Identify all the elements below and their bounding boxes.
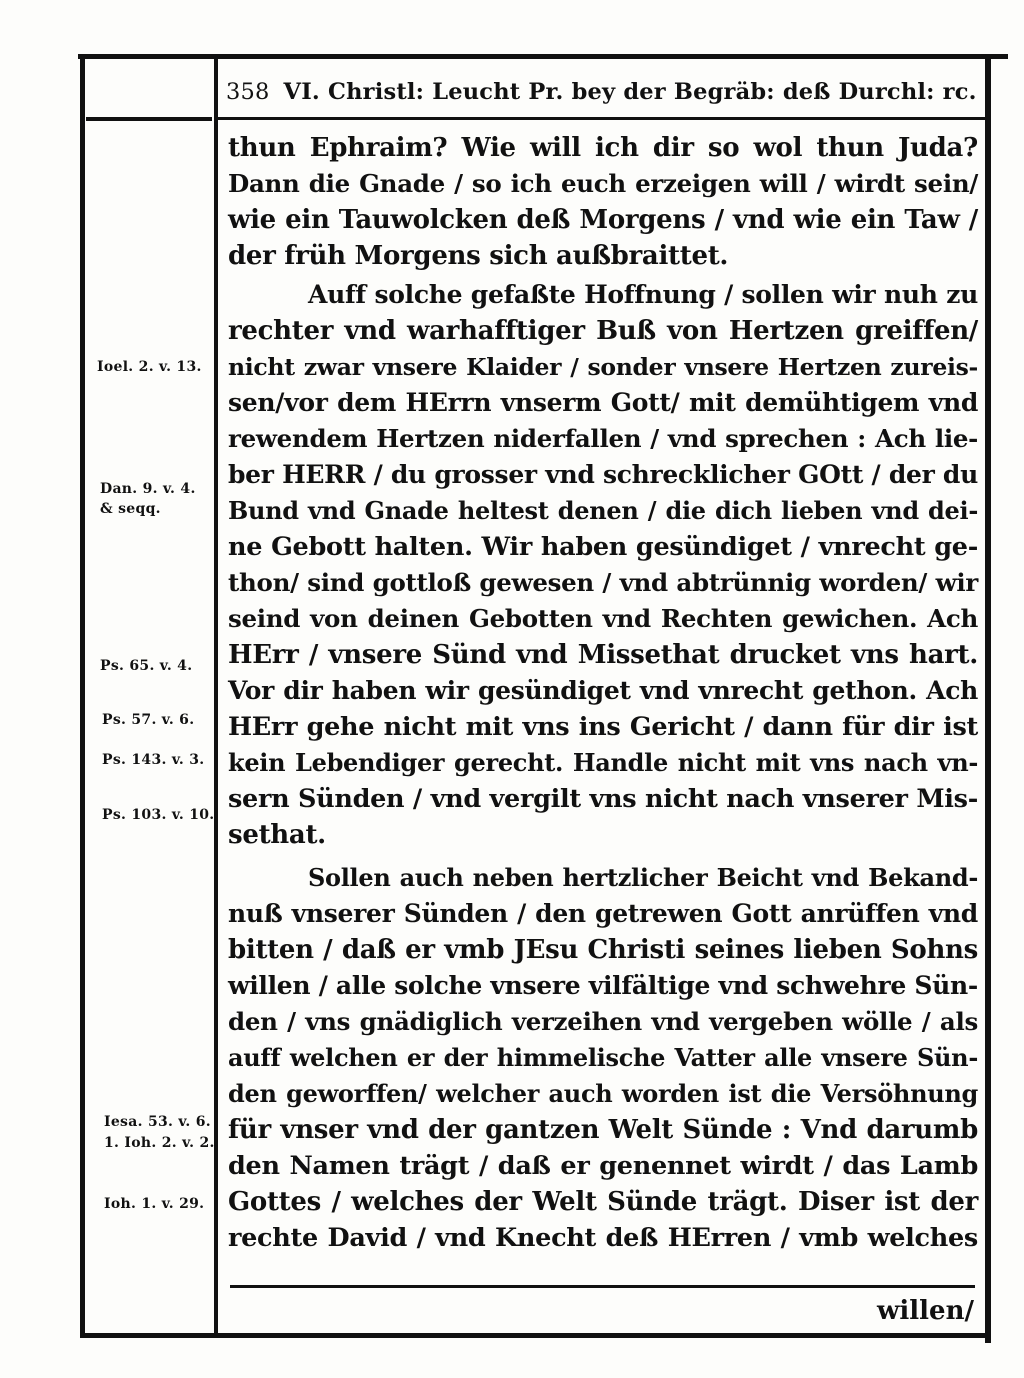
text-line: Auff solche gefaßte Hoffnung / sollen wir nuh zu — [308, 280, 978, 309]
text-line: der früh Morgens sich außbraittet. — [228, 241, 729, 271]
running-title: VI. Christl: Leucht Pr. bey der Begräb: deß Durchl: rc. — [283, 79, 977, 105]
text-line: Vor dir haben wir gesündiget vnd vnrecht gethon. Ach — [228, 676, 978, 705]
text-line: thon/ sind gottloß gewesen / vnd abtrünnig worden/ wir — [228, 568, 978, 597]
running-head — [226, 72, 976, 112]
text-line: auff welchen er der himmelische Vatter alle vnsere Sün- — [228, 1043, 978, 1072]
text-line: nicht zwar vnsere Klaider / sonder vnsere Hertzen zureis- — [228, 353, 978, 381]
text-line: sen/vor dem HErrn vnserm Gott/ mit demühtigem vnd — [228, 388, 978, 417]
margin-note-1-ioh: 1. Ioh. 2. v. 2. — [104, 1135, 215, 1151]
margin-note-iesa: Iesa. 53. v. 6. — [104, 1114, 211, 1130]
text-line: bitten / daß er vmb JEsu Christi seines lieben Sohns — [228, 935, 978, 965]
text-line: rechter vnd warhafftiger Buß von Hertzen greiffen/ — [228, 316, 978, 346]
text-line: seind von deinen Gebotten vnd Rechten gewichen. Ach — [228, 604, 978, 633]
margin-note-dan: Dan. 9. v. 4. — [100, 481, 196, 497]
text-line: HErr gehe nicht mit vns ins Gericht / dann für dir ist — [228, 712, 978, 742]
margin-header-rule — [86, 117, 212, 121]
text-line: HErr / vnsere Sünd vnd Missethat drucket vns hart. — [228, 640, 978, 670]
text-line: nuß vnserer Sünden / den getrewen Gott anrüffen vnd — [228, 899, 978, 928]
text-line: kein Lebendiger gerecht. Handle nicht mit vns nach vn- — [228, 748, 978, 777]
margin-note-joel: Ioel. 2. v. 13. — [97, 359, 202, 375]
text-line: für vnser vnd der gantzen Welt Sünde : Vnd darumb — [228, 1115, 978, 1145]
footer-rule — [230, 1285, 975, 1288]
text-line: rechte David / vnd Knecht deß HErren / vmb welches — [228, 1223, 978, 1253]
header-rule — [218, 117, 986, 120]
text-line: wie ein Tauwolcken deß Morgens / vnd wie ein Taw / — [228, 205, 978, 235]
frame-left-border — [80, 56, 85, 1338]
text-line: ne Gebott halten. Wir haben gesündiget / vnrecht ge- — [228, 532, 978, 562]
text-line: rewendem Hertzen niderfallen / vnd sprechen : Ach lie- — [228, 424, 978, 453]
margin-note-ps65: Ps. 65. v. 4. — [100, 658, 193, 674]
margin-note-ps143: Ps. 143. v. 3. — [102, 752, 205, 768]
text-line: thun Ephraim? Wie will ich dir so wol thun Juda? — [228, 133, 978, 163]
text-line: sern Sünden / vnd vergilt vns nicht nach vnserer Mis- — [228, 784, 978, 814]
margin-note-dan-seqq: & seqq. — [100, 501, 161, 517]
margin-note-ps103: Ps. 103. v. 10. — [102, 807, 215, 823]
catchword: willen/ — [877, 1296, 974, 1326]
frame-right-border — [985, 56, 991, 1343]
margin-note-ps57: Ps. 57. v. 6. — [102, 712, 195, 728]
text-line: sethat. — [228, 820, 326, 850]
text-line: den geworffen/ welcher auch worden ist die Versöhnung — [228, 1079, 978, 1108]
text-line: Dann die Gnade / so ich euch erzeigen will / wirdt sein/ — [228, 169, 978, 198]
frame-bottom-border — [82, 1333, 990, 1338]
text-line: Sollen auch neben hertzlicher Beicht vnd Bekand- — [308, 863, 978, 892]
page-number: 358 — [226, 79, 270, 105]
text-line: willen / alle solche vnsere vilfältige vnd schwehre Sün- — [228, 971, 978, 1000]
text-line: ber HERR / du grosser vnd schrecklicher GOtt / der du — [228, 460, 978, 489]
text-line: Bund vnd Gnade heltest denen / die dich lieben vnd dei- — [228, 496, 978, 525]
text-line: Gottes / welches der Welt Sünde trägt. Diser ist der — [228, 1187, 978, 1217]
margin-note-ioh: Ioh. 1. v. 29. — [104, 1196, 205, 1212]
text-line: den / vns gnädiglich verzeihen vnd vergeben wölle / als — [228, 1007, 978, 1036]
text-line: den Namen trägt / daß er genennet wirdt / das Lamb — [228, 1151, 978, 1181]
